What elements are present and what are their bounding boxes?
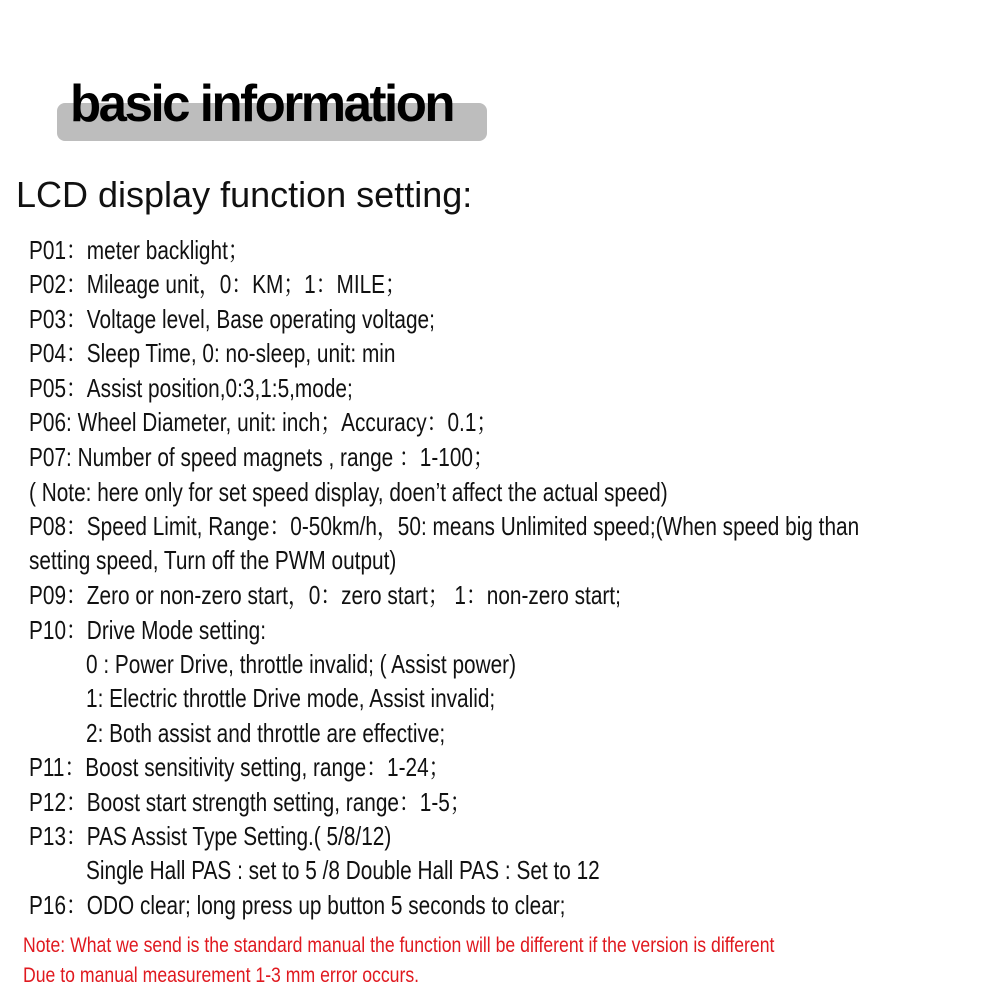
param-line: P16：ODO clear; long press up button 5 seconds to clear; (29, 890, 566, 920)
note-measurement: Due to manual measurement 1-3 mm error occurs. (23, 964, 420, 987)
note-version: Note: What we send is the standard manual the function will be different if the version is different (23, 934, 775, 957)
param-line: P08：Speed Limit, Range：0-50km/h，50: means Unlimited speed;(When speed big than (29, 511, 860, 541)
param-subline: 0 : Power Drive, throttle invalid; ( Assist power) (86, 649, 517, 679)
param-subline: 2: Both assist and throttle are effective; (86, 718, 446, 748)
param-line: ( Note: here only for set speed display, doen’t affect the actual speed) (29, 477, 668, 507)
param-subline: 1: Electric throttle Drive mode, Assist invalid; (86, 683, 496, 713)
param-line: P13：PAS Assist Type Setting.( 5/8/12) (29, 821, 392, 851)
param-line: P02：Mileage unit，0：KM；1：MILE； (29, 269, 406, 299)
param-line: P12：Boost start strength setting, range：1-5； (29, 787, 471, 817)
param-line: P10：Drive Mode setting: (29, 615, 266, 645)
param-line: P11：Boost sensitivity setting, range：1-24； (29, 752, 450, 782)
param-line: P01：meter backlight； (29, 235, 249, 265)
param-line: P03：Voltage level, Base operating voltage; (29, 304, 435, 334)
param-line: P06: Wheel Diameter, unit: inch；Accuracy：0.1； (29, 407, 498, 437)
param-subline: Single Hall PAS : set to 5 /8 Double Hall PAS : Set to 12 (86, 855, 600, 885)
param-line: P07: Number of speed magnets , range ：1-100； (29, 442, 494, 472)
param-line: setting speed, Turn off the PWM output) (29, 545, 397, 575)
param-line: P04：Sleep Time, 0: no-sleep, unit: min (29, 338, 396, 368)
param-line: P09：Zero or non-zero start，0：zero start； 1：non-zero start; (29, 580, 621, 610)
page-title: basic information (70, 75, 454, 133)
param-line: P05：Assist position,0:3,1:5,mode; (29, 373, 353, 403)
section-heading: LCD display function setting: (16, 174, 473, 215)
